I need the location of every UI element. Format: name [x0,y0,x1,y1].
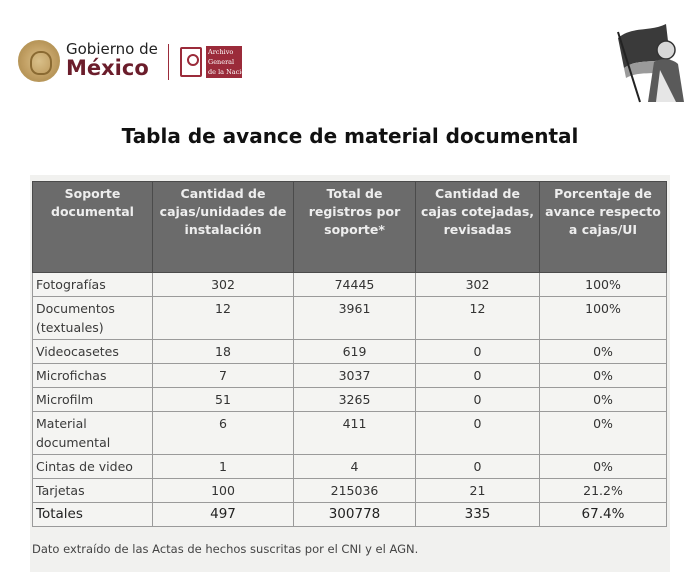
material-progress-table [32,181,667,527]
footnote: Dato extraído de las Actas de hechos suscritas por el CNI y el AGN. [32,542,419,556]
table-row [33,388,667,412]
flag-woman-illustration-icon [610,18,692,104]
cell-cotejadas: 0 [416,340,540,364]
cell-cotejadas: 302 [416,273,540,297]
page-header [0,0,700,115]
cell-porcentaje: 0% [540,388,667,412]
cell-soporte: Material documental [33,412,153,455]
agn-logo-icon [180,47,202,77]
column-header: Cantidad de cajas cotejadas, revisadas [416,182,540,273]
cell-registros: 3961 [294,297,416,340]
cell-registros: 619 [294,340,416,364]
cell-cotejadas: 0 [416,412,540,455]
cell-registros: 300778 [294,503,416,527]
table-photo [30,175,670,572]
cell-soporte: Microfilm [33,388,153,412]
cell-cotejadas: 0 [416,388,540,412]
logo-divider [168,44,169,80]
cell-soporte: Fotografías [33,273,153,297]
cell-cajas: 497 [153,503,294,527]
column-header: Porcentaje de avance respecto a cajas/UI [540,182,667,273]
cell-cotejadas: 335 [416,503,540,527]
cell-soporte: Totales [33,503,153,527]
cell-porcentaje: 0% [540,455,667,479]
cell-soporte: Tarjetas [33,479,153,503]
agn-logo-text [206,46,250,78]
cell-registros: 411 [294,412,416,455]
cell-cajas: 100 [153,479,294,503]
cell-cajas: 7 [153,364,294,388]
cell-cotejadas: 12 [416,297,540,340]
cell-registros: 4 [294,455,416,479]
table-row [33,412,667,455]
table-total-row [33,503,667,527]
column-header: Total de registros por soporte* [294,182,416,273]
table-row [33,340,667,364]
cell-cotejadas: 0 [416,364,540,388]
cell-registros: 3037 [294,364,416,388]
column-header: Soporte documental [33,182,153,273]
column-header: Cantidad de cajas/unidades de instalación [153,182,294,273]
cell-cajas: 12 [153,297,294,340]
cell-porcentaje: 100% [540,297,667,340]
cell-cotejadas: 0 [416,455,540,479]
agn-line-1: Archivo [208,48,234,56]
gobierno-de-text: Gobierno de [66,40,158,58]
cell-soporte: Microfichas [33,364,153,388]
cell-porcentaje: 21.2% [540,479,667,503]
cell-soporte: Documentos (textuales) [33,297,153,340]
cell-porcentaje: 0% [540,340,667,364]
cell-porcentaje: 0% [540,412,667,455]
table-row [33,364,667,388]
cell-cajas: 1 [153,455,294,479]
cell-soporte: Videocasetes [33,340,153,364]
cell-registros: 215036 [294,479,416,503]
cell-cajas: 51 [153,388,294,412]
page-title: Tabla de avance de material documental [121,124,579,148]
mexico-seal-icon [18,40,60,82]
table-row [33,273,667,297]
cell-cotejadas: 21 [416,479,540,503]
cell-registros: 3265 [294,388,416,412]
cell-cajas: 6 [153,412,294,455]
mexico-text: México [66,56,149,80]
agn-line-3: de la Nación [208,68,250,76]
cell-registros: 74445 [294,273,416,297]
table-row [33,455,667,479]
cell-porcentaje: 67.4% [540,503,667,527]
cell-cajas: 302 [153,273,294,297]
cell-porcentaje: 100% [540,273,667,297]
cell-porcentaje: 0% [540,364,667,388]
cell-cajas: 18 [153,340,294,364]
table-header-row [33,182,667,273]
table-row [33,297,667,340]
cell-soporte: Cintas de video [33,455,153,479]
table-row [33,479,667,503]
agn-line-2: General [208,58,235,66]
